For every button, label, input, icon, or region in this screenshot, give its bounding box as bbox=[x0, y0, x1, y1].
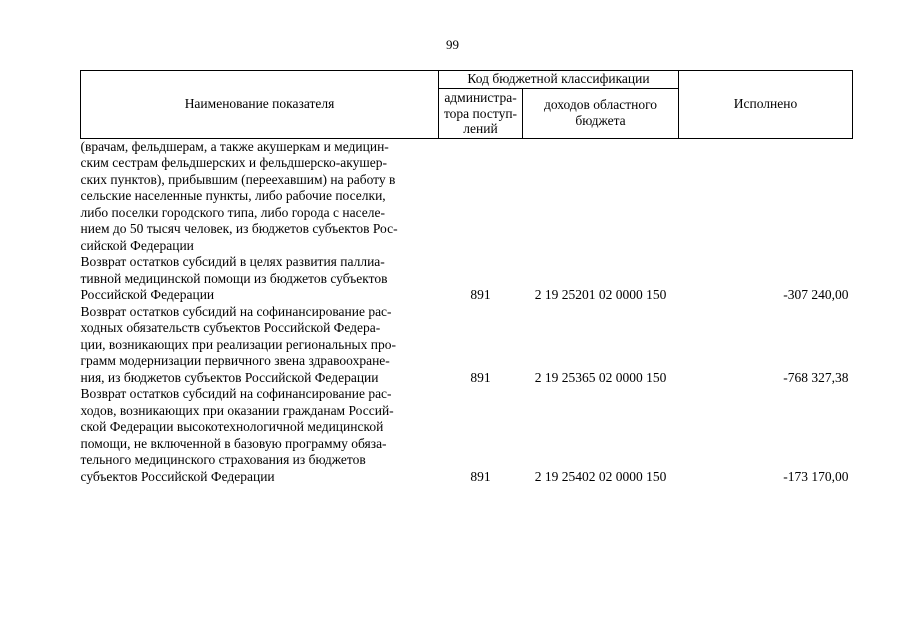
table-row bbox=[81, 304, 853, 387]
text-line: либо поселки городского типа, либо города с населе- bbox=[80, 204, 385, 220]
revenue-code-cell: 2 19 25365 02 0000 150 bbox=[534, 369, 667, 385]
text-line: Российской Федерации bbox=[80, 287, 215, 302]
text-line: ским сестрам фельдшерских и фельдшерско-акушер- bbox=[80, 155, 388, 170]
indicator-name-cell bbox=[81, 254, 439, 304]
text-line: ходных обязательств субъектов Российской Федера- bbox=[80, 320, 381, 335]
revenue-code-cell: 2 19 25402 02 0000 150 bbox=[534, 468, 667, 484]
text-line: ции, возникающих при реализации региональных про- bbox=[80, 336, 396, 352]
executed-amount-cell: -307 240,00 bbox=[783, 287, 849, 302]
text-line: грамм модернизации первичного звена здравоохране- bbox=[80, 353, 390, 368]
text-line: ских пунктов), прибывшим (переехавшим) на работу в bbox=[80, 171, 396, 187]
executed-amount-cell: -173 170,00 bbox=[783, 468, 849, 484]
header-budget-classification-code: Код бюджетной классификации bbox=[439, 71, 679, 89]
header-regional-budget-revenue bbox=[523, 89, 679, 139]
text-line: субъектов Российской Федерации bbox=[80, 468, 275, 484]
indicator-name-cell bbox=[81, 304, 439, 387]
table-row bbox=[81, 138, 853, 254]
text-line: тельного медицинского страхования из бюджетов bbox=[80, 452, 366, 467]
indicator-name-cell bbox=[81, 138, 439, 254]
header-code-line: доходов областного bbox=[543, 96, 658, 112]
budget-report-table bbox=[80, 70, 853, 485]
admin-code-cell: 891 bbox=[470, 369, 491, 385]
executed-amount-cell: -768 327,38 bbox=[783, 369, 849, 385]
admin-code-cell: 891 bbox=[470, 287, 491, 302]
text-line: Возврат остатков субсидий на софинансирование рас- bbox=[80, 303, 392, 319]
executed-amount-cell bbox=[679, 138, 853, 254]
text-line: сийской Федерации bbox=[80, 237, 194, 253]
header-admin-line: тора поступ- bbox=[443, 105, 518, 121]
table-row bbox=[81, 254, 853, 304]
table-header bbox=[81, 71, 853, 139]
revenue-code-cell: 2 19 25201 02 0000 150 bbox=[534, 287, 667, 302]
table-row bbox=[81, 386, 853, 485]
admin-code-cell: 891 bbox=[470, 468, 491, 484]
text-line: сельские населенные пункты, либо рабочие поселки, bbox=[80, 188, 386, 203]
text-line: нием до 50 тысяч человек, из бюджетов субъектов Рос- bbox=[80, 221, 398, 236]
revenue-code-cell bbox=[523, 138, 679, 254]
header-admin-line: администра- bbox=[444, 90, 517, 105]
text-line: Возврат остатков субсидий в целях развития паллиа- bbox=[80, 254, 385, 269]
text-line: ходов, возникающих при оказании гражданам Россий- bbox=[80, 402, 394, 418]
text-line: ской Федерации высокотехнологичной медицинской bbox=[80, 419, 384, 434]
header-revenue-administrator bbox=[439, 89, 523, 139]
text-line: Возврат остатков субсидий на софинансирование рас- bbox=[80, 386, 392, 401]
admin-code-cell bbox=[439, 138, 523, 254]
header-admin-line: лений bbox=[463, 121, 498, 136]
indicator-name-cell bbox=[81, 386, 439, 485]
header-indicator-name: Наименование показателя bbox=[81, 71, 439, 139]
table-body bbox=[81, 138, 853, 485]
header-code-line: бюджета bbox=[575, 113, 626, 129]
text-line: тивной медицинской помощи из бюджетов субъектов bbox=[80, 270, 388, 286]
text-line: помощи, не включенной в базовую программу обяза- bbox=[80, 435, 387, 451]
text-line: ния, из бюджетов субъектов Российской Федерации bbox=[80, 369, 379, 385]
page-number: 99 bbox=[446, 37, 459, 52]
text-line: (врачам, фельдшерам, а также акушеркам и медицин- bbox=[80, 138, 389, 154]
header-executed: Исполнено bbox=[679, 71, 853, 139]
